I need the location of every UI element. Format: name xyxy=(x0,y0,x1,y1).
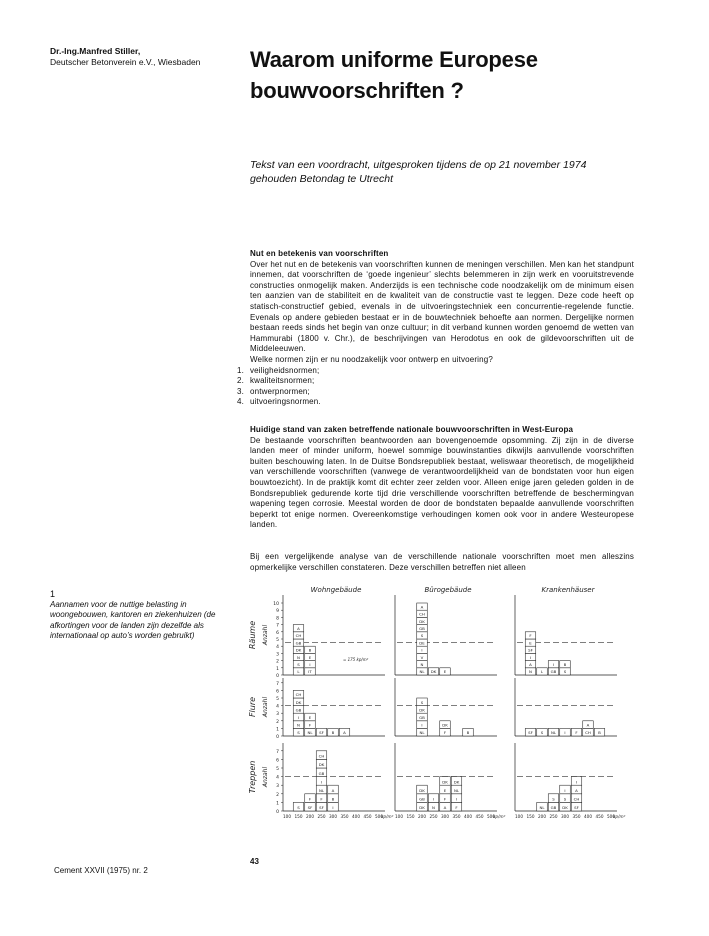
list-text: uitvoeringsnormen. xyxy=(250,397,321,407)
bar-cell-label: N xyxy=(529,669,532,675)
list-text: ontwerpnormen; xyxy=(250,386,310,396)
x-unit-label: kp/m² xyxy=(381,814,394,819)
bar-cell-label: I xyxy=(332,805,334,811)
y-tick-label: 0 xyxy=(276,674,279,679)
column-header: Wohngebäude xyxy=(310,586,362,594)
x-tick-label: 150 xyxy=(294,814,303,819)
bar-cell-label: N xyxy=(420,662,424,667)
x-tick-label: 450 xyxy=(475,814,484,819)
row-label: Treppen xyxy=(248,760,257,794)
x-tick-label: 400 xyxy=(352,814,360,819)
list-item xyxy=(237,386,634,398)
bar-cell-label: GB xyxy=(419,626,425,631)
bar-cell-label: S xyxy=(297,662,300,667)
bar-cell-label: I xyxy=(297,715,300,720)
y-tick-label: 7 xyxy=(276,623,279,629)
bar-cell-label: E xyxy=(529,640,532,646)
subtitle-line-1: Tekst van een voordracht, uitgesproken tijdens de op 21 november 1974 xyxy=(250,159,587,171)
bar-cell-label: DK xyxy=(430,669,437,675)
y-tick-label: 3 xyxy=(276,784,279,790)
x-tick-label: 450 xyxy=(595,814,604,819)
bar-cell-label: S xyxy=(563,669,567,675)
author-name: Dr.-Ing.Manfred Stiller, xyxy=(50,46,141,56)
bar-cell-label: S xyxy=(420,699,424,705)
bar-cell-label: NL xyxy=(318,788,325,793)
bar-cell-label: N xyxy=(297,654,300,660)
x-tick-label: 100 xyxy=(283,814,291,819)
bar-cell-label: F xyxy=(308,722,312,728)
bar-cell-label: I xyxy=(309,662,311,667)
bar-cell-label: E xyxy=(443,788,447,793)
y-tick-label: 4 xyxy=(276,645,279,651)
bar-cell-label: A xyxy=(529,662,532,667)
list-item xyxy=(237,397,634,408)
bar-cell-label: CH xyxy=(573,796,580,802)
x-tick-label: 100 xyxy=(515,814,523,819)
bar-cell-label: F xyxy=(455,805,458,811)
norms-list xyxy=(237,365,634,408)
y-tick-label: 8 xyxy=(276,616,279,622)
bar-cell-label: DK xyxy=(419,707,425,713)
bar-cell-label: I xyxy=(421,647,423,653)
bar-cell-label: S xyxy=(540,730,544,736)
bar-cell-label: SF xyxy=(307,805,313,811)
y-tick-label: 4 xyxy=(276,704,279,710)
paragraph: De bestaande voorschriften beantwoorden aan bovengenoemde opsomming. Zij zijn in de diverse landen meer of minder uniform, hoewel sommige bouwinstanties dikwijls aanvullende voorschriften buiten beschouwing laten. In de Duitse Bondsrepubliek bestaat, weliswaar theoretisch, de mogelijkheid van verschillende voorschriften (vanwege de verantwoordelijkheid van de bondstaten voor hun eigen bouwtoezicht). In de praktijk komt dit echter zeer zelden voor. Alleen enige jaren geleden golden in de Bondsrepubliek gedurende korte tijd drie verschillende voorschriften betreffende de beschermingvan wapening tegen corrosie. Meestal worden de door de bondstaten bepaalde aanvullende voorschriften beperkt tot enige normen. Overeenkomstige verhoudingen komen ook voor in andere Westeuropese landen. xyxy=(250,435,634,530)
x-unit-label: kp/m² xyxy=(613,814,626,819)
bar-cell-label: CH xyxy=(419,611,425,617)
bar-cell-label: I xyxy=(455,796,458,802)
y-tick-label: 5 xyxy=(276,697,279,702)
y-tick-label: 3 xyxy=(276,712,279,718)
list-text: kwaliteitsnormen; xyxy=(250,376,315,386)
bar-cell-label: SF xyxy=(319,805,324,811)
bar-cell-label: DK xyxy=(442,779,448,785)
y-tick-label: 10 xyxy=(273,602,279,607)
bar-cell-label: S xyxy=(552,796,555,802)
x-tick-label: 300 xyxy=(561,814,569,819)
bar-cell-label: GB xyxy=(295,707,302,713)
bar-cell-label: CH xyxy=(295,692,302,698)
bar-cell-label: I xyxy=(564,730,566,736)
bar-cell-label: DK xyxy=(453,779,460,785)
y-tick-label: 6 xyxy=(276,689,279,695)
y-tick-label: 6 xyxy=(276,630,279,636)
caption-text: Aannamen voor de nuttige belasting in woongebouwen, kantoren en ziekenhuizen (de afkortingen voor de landen zijn dezelfde als internationaal op auto’s worden gebruikt) xyxy=(50,599,216,640)
bar-cell-label: GB xyxy=(419,796,425,802)
bar-cell-label: F xyxy=(308,796,312,802)
bar-cell-label: B xyxy=(466,730,470,736)
bar-cell-label: E xyxy=(308,654,312,660)
bar-cell-label: I xyxy=(421,722,423,728)
paragraph: Over het nut en de betekenis van voorschriften kunnen de meningen verschillen. Men kan het standpunt innemen, dat voorschriften de ‘goede ingenieur’ slechts belemmeren in zijn werk en vooruitstrevende constructies onmogelijk maken. Anderzijds is een technische code noodzakelijk om de minimum eisen ten aanzien van de stabiliteit en de kwaliteit van de constructie vast te leggen. Deze code heeft op statisch-constructief gebied, evenals in de uitvoeringstechniek een concurrentie-regelende functie. Evenals op andere gebieden bestaat er in de bouwtechniek behoefte aan normen. Dergelijke normen bestaan reeds sinds het begin van onze cultuur; in dit verband kunnen worden genoemd de wetten van Hammurabi (1800 v. Chr.), de beschrijvingen van Herodotus en ook de gildevoorschriften uit de Middeleeuwen. xyxy=(250,259,634,354)
bar-cell-label: DK xyxy=(419,788,425,793)
x-tick-label: 350 xyxy=(452,814,461,819)
bar-cell-label: DK xyxy=(295,647,302,653)
x-unit-label: kp/m² xyxy=(493,814,506,819)
y-axis-label: Anzahl xyxy=(262,624,269,646)
load-assumptions-chart xyxy=(243,583,643,823)
y-tick-label: 3 xyxy=(276,652,279,658)
bar-cell-label: NL xyxy=(539,805,545,811)
bar-cell-label: B xyxy=(331,796,335,802)
column-header: Bürogebäude xyxy=(424,586,472,594)
bar-cell-label: I xyxy=(575,779,578,785)
bar-cell-label: N xyxy=(432,805,435,811)
bar-cell-label: SF xyxy=(528,730,533,736)
bar-cell-label: A xyxy=(343,730,346,736)
journal-footer: Cement XXVII (1975) nr. 2 xyxy=(54,866,148,875)
bar-cell-label: NL xyxy=(307,730,313,736)
bar-cell-label: F xyxy=(443,730,447,736)
x-tick-label: 100 xyxy=(395,814,403,819)
bar-cell-label: GB xyxy=(550,805,557,811)
article-subtitle xyxy=(250,158,670,186)
bar-cell-label: GB xyxy=(419,715,425,720)
bar-cell-label: GB xyxy=(550,669,557,675)
list-number: 1. xyxy=(237,365,244,375)
y-tick-label: 2 xyxy=(276,659,279,665)
bar-cell-label: DK xyxy=(318,762,325,768)
bar-cell-label: NL xyxy=(550,730,557,736)
paragraph: Bij een vergelijkende analyse van de verschillende nationale voorschriften moet men alleszins opmerkelijke verschillen constateren. Deze verschillen betreffen niet alleen xyxy=(250,552,634,572)
page-number: 43 xyxy=(250,857,259,866)
bar-cell-label: NL xyxy=(419,669,425,675)
x-tick-label: 500 xyxy=(607,814,615,819)
y-tick-label: 2 xyxy=(276,719,279,725)
section-huidige-stand xyxy=(250,425,634,531)
bar-cell-label: CH xyxy=(295,633,302,639)
row-label: Flure xyxy=(248,696,257,718)
bar-cell-label: N xyxy=(297,722,300,728)
bar-cell-label: CH xyxy=(585,730,591,736)
section-heading: Huidige stand van zaken betreffende nationale bouwvoorschriften in West-Europa xyxy=(250,425,574,434)
figure-number: 1 xyxy=(50,589,56,599)
x-tick-label: 250 xyxy=(317,814,326,819)
bar-cell-label: F xyxy=(320,796,323,802)
x-tick-label: 250 xyxy=(549,814,558,819)
bar-cell-label: I xyxy=(432,796,435,802)
y-tick-label: 0 xyxy=(276,810,279,815)
x-tick-label: 400 xyxy=(584,814,592,819)
bar-cell-label: S xyxy=(297,805,300,811)
question-text: Welke normen zijn er nu noodzakelijk voor ontwerp en uitvoering? xyxy=(250,354,493,364)
title-line-2: bouwvoorschriften ? xyxy=(250,78,464,103)
bar-cell-label: NL xyxy=(453,788,460,793)
bar-cell-label: E xyxy=(443,669,447,675)
y-tick-label: 4 xyxy=(276,775,279,781)
title-line-1: Waarom uniforme Europese xyxy=(250,47,538,72)
bar-cell-label: I xyxy=(320,779,323,785)
bar-cell-label: SF xyxy=(528,647,533,653)
y-tick-label: 2 xyxy=(276,792,279,798)
bar-cell-label: B xyxy=(563,662,567,667)
bar-cell-label: SF xyxy=(319,730,324,736)
section-vergelijkende-analyse xyxy=(250,552,634,573)
y-tick-label: 9 xyxy=(276,609,279,615)
x-tick-label: 250 xyxy=(429,814,438,819)
y-tick-label: 1 xyxy=(276,801,279,807)
x-tick-label: 350 xyxy=(572,814,581,819)
y-tick-label: 6 xyxy=(276,758,279,764)
bar-cell-label: A xyxy=(331,788,335,793)
x-tick-label: 300 xyxy=(329,814,337,819)
bar-cell-label: B xyxy=(331,730,335,736)
bar-cell-label: L xyxy=(297,669,300,675)
bar-cell-label: NL xyxy=(419,730,425,736)
column-header: Krankenhäuser xyxy=(541,586,595,594)
article-title xyxy=(250,44,670,106)
bar-cell-label: CH xyxy=(318,753,325,759)
bar-cell-label: A xyxy=(420,604,424,610)
bar-cell-label: L xyxy=(540,669,544,675)
bar-cell-label: I xyxy=(552,662,555,667)
bar-cell-label: I xyxy=(529,654,532,660)
x-tick-label: 200 xyxy=(418,814,426,819)
x-tick-label: 200 xyxy=(538,814,546,819)
y-tick-label: 0 xyxy=(276,735,279,740)
chart-note: = 175 kp/m² xyxy=(343,657,369,662)
bar-cell-label: S xyxy=(563,796,567,802)
bar-cell-label: A xyxy=(297,626,300,631)
row-label: Räume xyxy=(248,620,257,650)
y-axis-label: Anzahl xyxy=(262,766,269,788)
bar-cell-label: F xyxy=(575,730,578,736)
bar-cell-label: I xyxy=(564,788,566,793)
list-number: 3. xyxy=(237,386,244,396)
bar-cell-label: A xyxy=(575,788,578,793)
x-tick-label: 450 xyxy=(363,814,372,819)
bar-cell-label: S xyxy=(420,633,424,639)
y-tick-label: 1 xyxy=(276,666,279,672)
bar-cell-label: IT xyxy=(308,669,312,675)
list-text: veiligheidsnormen; xyxy=(250,365,320,375)
x-tick-label: 150 xyxy=(406,814,415,819)
y-tick-label: 7 xyxy=(276,749,279,755)
y-tick-label: 5 xyxy=(276,767,279,772)
y-tick-label: 7 xyxy=(276,681,279,687)
bar-cell-label: DE xyxy=(419,640,425,646)
bar-cell-label: F xyxy=(443,796,447,802)
bar-cell-label: B xyxy=(308,647,312,653)
subtitle-line-2: gehouden Betondag te Utrecht xyxy=(250,173,394,185)
bar-cell-label: SF xyxy=(574,805,579,811)
bar-cell-label: GB xyxy=(295,640,302,646)
author-affiliation: Deutscher Betonverein e.V., Wiesbaden xyxy=(50,57,201,67)
bar-cell-label: A xyxy=(586,722,590,728)
x-tick-label: 500 xyxy=(375,814,383,819)
x-tick-label: 500 xyxy=(487,814,495,819)
section-heading: Nut en betekenis van voorschriften xyxy=(250,249,389,258)
bar-cell-label: S xyxy=(297,730,300,736)
bar-cell-label: DK xyxy=(419,618,425,624)
bar-cell-label: DK xyxy=(419,805,425,811)
x-tick-label: 300 xyxy=(441,814,449,819)
bar-cell-label: E xyxy=(308,715,312,720)
y-tick-label: 5 xyxy=(276,638,279,643)
section-nut-en-betekenis xyxy=(237,249,634,408)
x-tick-label: 150 xyxy=(526,814,535,819)
x-tick-label: 200 xyxy=(306,814,314,819)
author-block xyxy=(50,46,240,68)
list-number: 4. xyxy=(237,397,244,407)
bar-cell-label: DK xyxy=(442,722,448,728)
x-tick-label: 350 xyxy=(340,814,349,819)
list-item xyxy=(237,365,634,377)
list-number: 2. xyxy=(237,376,244,386)
figure-caption xyxy=(50,589,230,642)
y-tick-label: 1 xyxy=(276,727,279,733)
y-axis-label: Anzahl xyxy=(262,696,269,718)
bar-cell-label: V xyxy=(420,654,424,660)
list-item xyxy=(237,376,634,387)
bar-cell-label: DK xyxy=(562,805,568,811)
x-tick-label: 400 xyxy=(464,814,472,819)
bar-cell-label: A xyxy=(443,805,447,811)
bar-cell-label: DK xyxy=(295,699,302,705)
bar-cell-label: GB xyxy=(318,770,325,776)
bar-cell-label: F xyxy=(529,633,532,639)
bar-cell-label: B xyxy=(598,730,601,736)
